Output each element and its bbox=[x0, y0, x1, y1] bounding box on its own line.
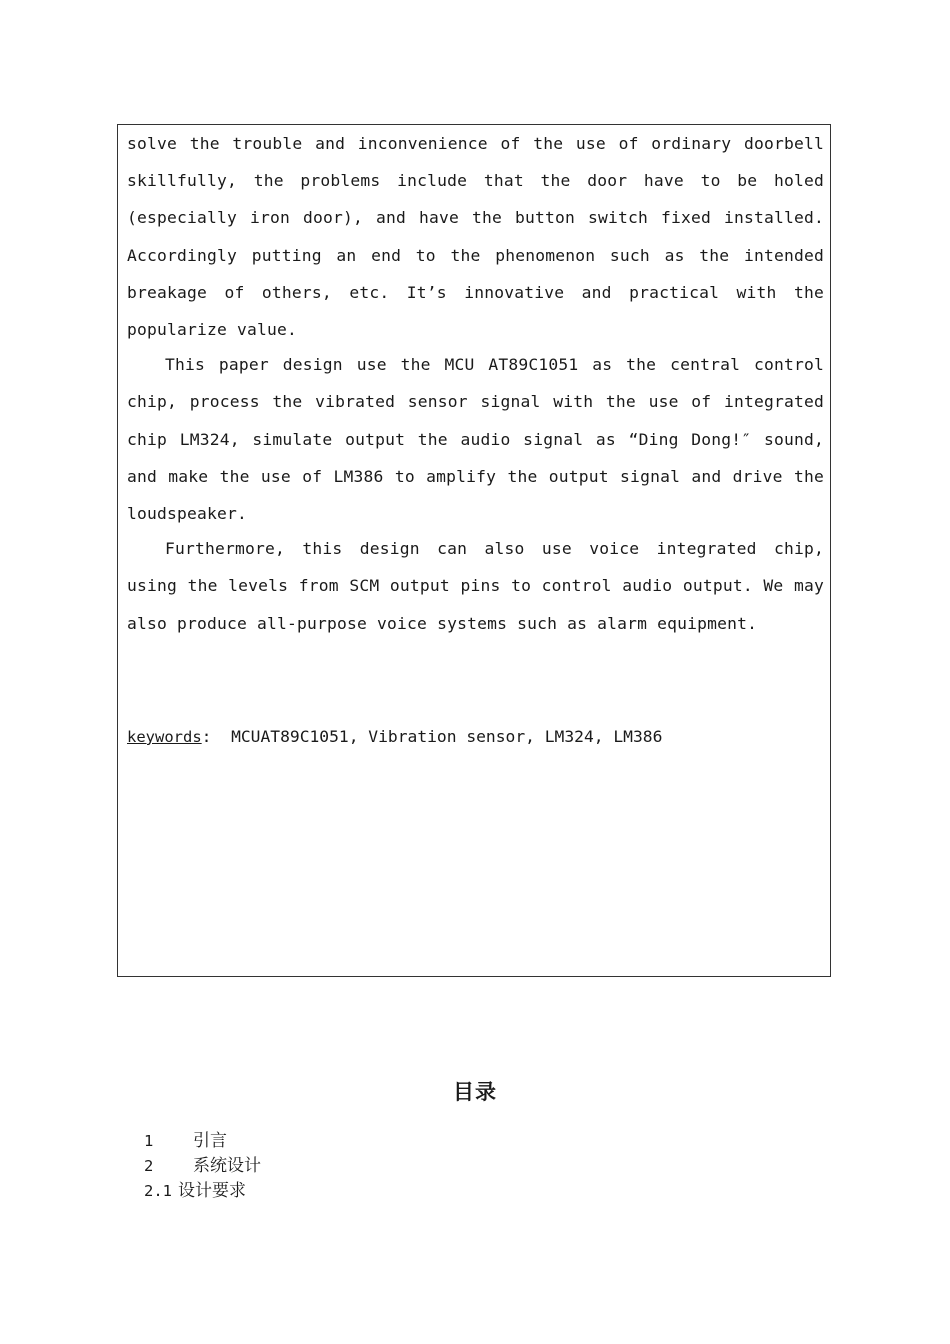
toc-item-number: 1 bbox=[144, 1132, 154, 1150]
abstract-box bbox=[117, 124, 831, 977]
toc-item-label: 系统设计 bbox=[193, 1156, 261, 1176]
toc-list bbox=[144, 1130, 261, 1205]
toc-item[interactable] bbox=[144, 1130, 261, 1155]
keywords-line bbox=[127, 727, 662, 746]
toc-item-number: 2 bbox=[144, 1157, 154, 1175]
abstract-body bbox=[127, 125, 824, 642]
toc-item-number: 2.1 bbox=[144, 1182, 172, 1200]
toc-item[interactable] bbox=[144, 1180, 261, 1205]
abstract-paragraph-2: This paper design use the MCU AT89C1051 as the central control chip, process the vibrated sensor signal with the use of integrated chip LM324, simulate output the audio signal as “Ding Dong!″ sound, and make the use of LM386 to amplify the output signal and drive the loudspeaker. bbox=[127, 355, 824, 524]
keywords-value: MCUAT89C1051, Vibration sensor, LM324, LM386 bbox=[231, 727, 663, 746]
toc-title: 目录 bbox=[453, 1080, 497, 1104]
abstract-paragraph-1: solve the trouble and inconvenience of the use of ordinary doorbell skillfully, the problems include that the door have to be holed (especially iron door), and have the button switch fixed installed. Accordingly putting an end to the phenomenon such as the intended breakage of others, etc. It’s innovative and practical with the popularize value. bbox=[127, 134, 824, 340]
toc-item-label: 引言 bbox=[193, 1131, 227, 1151]
toc-item[interactable] bbox=[144, 1155, 261, 1180]
keywords-label: keywords bbox=[127, 728, 202, 746]
keywords-separator: : bbox=[201, 727, 212, 746]
toc-item-label: 设计要求 bbox=[178, 1181, 246, 1201]
abstract-paragraph-3: Furthermore, this design can also use voice integrated chip, using the levels from SCM output pins to control audio output. We may also produce all-purpose voice systems such as alarm equipment. bbox=[127, 539, 824, 633]
